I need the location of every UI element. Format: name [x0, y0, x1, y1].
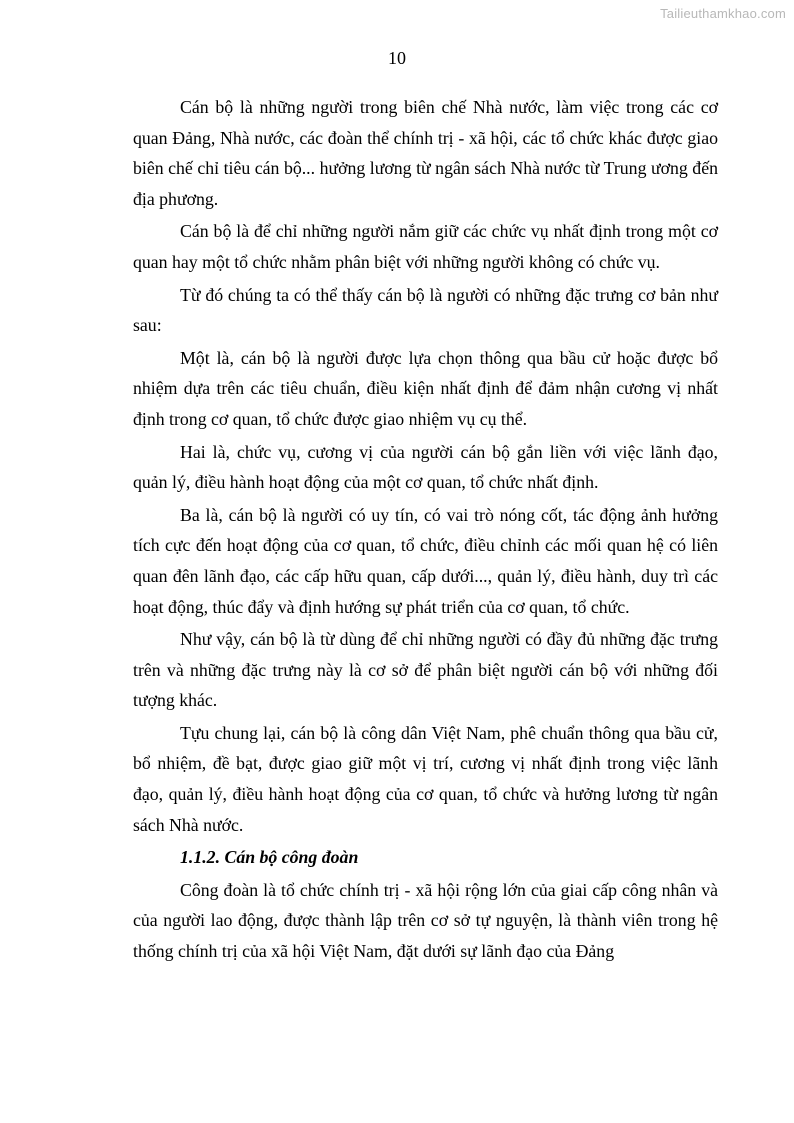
paragraph-cadre-definition: Cán bộ là những người trong biên chế Nhà nước, làm việc trong các cơ quan Đảng, Nhà nước, các đoàn thể chính trị - xã hội, các tổ chức khác được giao biên chế chỉ tiêu cán bộ... hưởng lương từ ngân sách Nhà nước từ Trung ương đến địa phương.: [133, 97, 718, 209]
paragraph-characteristics-intro: Từ đó chúng ta có thể thấy cán bộ là người có những đặc trưng cơ bản như sau:: [133, 284, 718, 336]
paragraph-conclusion: Tựu chung lại, cán bộ là công dân Việt Nam, phê chuẩn thông qua bầu cử, bổ nhiệm, đề bạt, được giao giữ một vị trí, cương vị nhất định trong việc lãnh đạo, quản lý, điều hành hoạt động của cơ quan, tổ chức và hưởng lương từ ngân sách Nhà nước.: [133, 722, 718, 835]
document-body: [133, 92, 718, 969]
paragraph-characteristic-one: Một là, cán bộ là người được lựa chọn thông qua bầu cử hoặc được bổ nhiệm dựa trên các tiêu chuẩn, điều kiện nhất định để đảm nhận cương vị nhất định trong cơ quan, tổ chức được giao nhiệm vụ cụ thể.: [133, 347, 718, 429]
paragraph-summary: Như vậy, cán bộ là từ dùng để chỉ những người có đầy đủ những đặc trưng trên và những đặc trưng này là cơ sở để phân biệt người cán bộ với những đối tượng khác.: [133, 629, 718, 711]
paragraph-characteristic-two: Hai là, chức vụ, cương vị của người cán bộ gắn liền với việc lãnh đạo, quản lý, điều hành hoạt động của một cơ quan, tổ chức nhất định.: [133, 441, 718, 493]
paragraph-cadre-position: Cán bộ là để chỉ những người nắm giữ các chức vụ nhất định trong một cơ quan hay một tổ chức nhằm phân biệt với những người không có chức vụ.: [133, 221, 718, 272]
section-heading: 1.1.2. Cán bộ công đoàn: [180, 847, 359, 868]
watermark-text: Tailieuthamkhao.com: [660, 6, 786, 21]
paragraph-characteristic-three: Ba là, cán bộ là người có uy tín, có vai trò nóng cốt, tác động ảnh hưởng tích cực đến hoạt động của cơ quan, tổ chức, điều chỉnh các mối quan hệ có liên quan đên lãnh đạo, các cấp hữu quan, cấp dưới..., quản lý, điều hành, duy trì các hoạt động, thúc đẩy và định hướng sự phát triển của cơ quan, tổ chức.: [133, 504, 718, 617]
page-number: 10: [388, 48, 406, 68]
paragraph-trade-union: Công đoàn là tổ chức chính trị - xã hội rộng lớn của giai cấp công nhân và của người lao động, được thành lập trên cơ sở tự nguyện, là thành viên trong hệ thống chính trị của xã hội Việt Nam, đặt dưới sự lãnh đạo của Đảng: [133, 879, 718, 962]
